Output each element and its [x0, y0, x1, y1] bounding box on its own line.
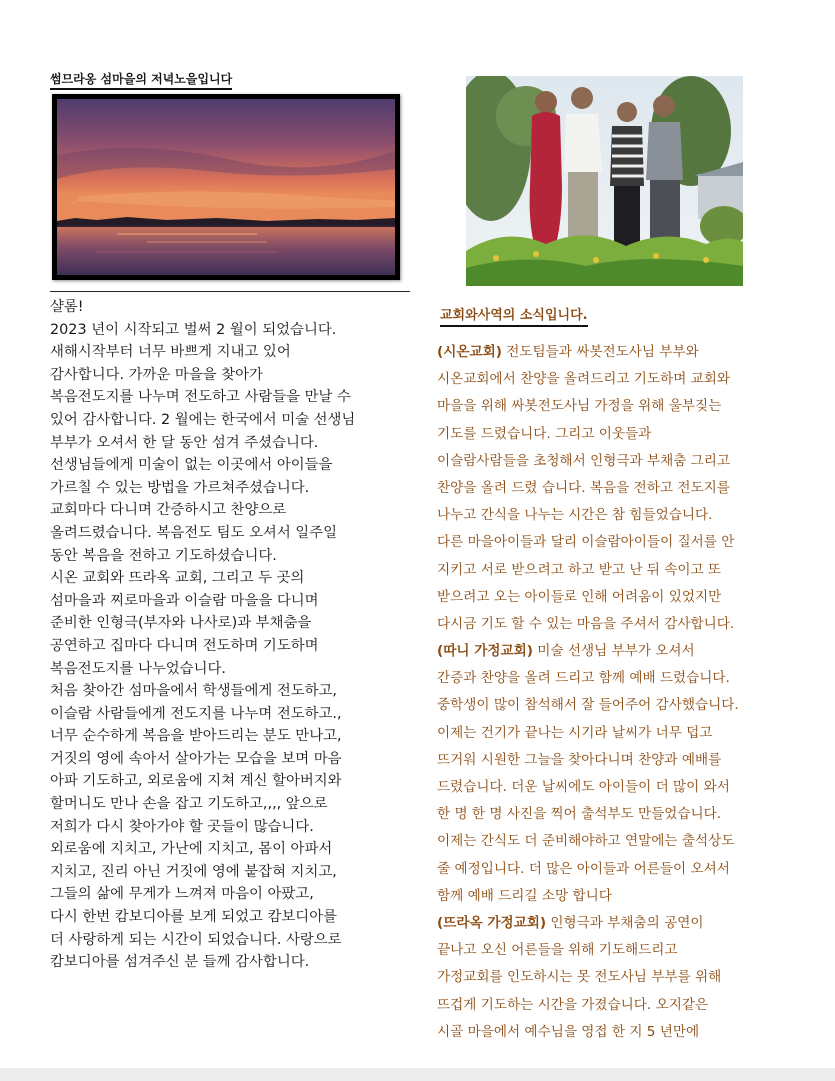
news-line	[437, 774, 787, 801]
news-line-text: 끝나고 오신 어른들을 위해 기도해드리고	[437, 942, 678, 959]
letter-line: 거짓의 영에 속아서 살아가는 모습을 보며 마음	[50, 750, 342, 767]
letter-line: 가르칠 수 있는 방법을 가르쳐주셨습니다.	[50, 479, 310, 496]
church-name-label: (뜨라옥 가정교회)	[437, 914, 547, 931]
sunset-section-title: 썸므라옹 섬마을의 저녁노을입니다	[50, 70, 232, 90]
letter-line: 동안 복음을 전하고 기도하셨습니다.	[50, 547, 277, 564]
news-line-text: 뜨겁게 기도하는 시간을 가졌습니다. 오지같은	[437, 996, 709, 1013]
letter-line: 올려드렸습니다. 복음전도 팀도 오셔서 일주일	[50, 524, 337, 541]
news-line	[437, 557, 787, 584]
news-line	[437, 937, 787, 964]
section-divider	[50, 291, 410, 292]
news-line-text: 받으려고 오는 아이들로 인해 어려움이 있었지만	[437, 588, 722, 605]
news-line	[437, 584, 787, 611]
letter-line: 외로움에 지치고, 가난에 지치고, 몸이 아파서	[50, 841, 333, 858]
news-line	[437, 502, 787, 529]
news-line	[437, 611, 787, 638]
news-line-text: 마을을 위해 싸봇전도사님 가정을 위해 울부짖는	[437, 398, 722, 415]
letter-line: 새해시작부터 너무 바쁘게 지내고 있어	[50, 344, 291, 361]
news-line-text: 한 명 한 명 사진을 찍어 출석부도 만들었습니다.	[437, 806, 722, 823]
news-line-text: 가정교회를 인도하시는 못 전도사님 부부를 위해	[437, 969, 722, 986]
church-news-title: 교회와사역의 소식입니다.	[440, 304, 588, 327]
letter-line: 그들의 삶에 무게가 느껴져 마음이 아팠고,	[50, 886, 314, 903]
news-line-text: 이제는 간식도 더 준비해야하고 연말에는 출석상도	[437, 833, 735, 850]
news-line	[437, 638, 787, 665]
church-name-label: (시온교회)	[437, 344, 502, 360]
letter-line: 섬마을과 찌로마을과 이슬람 마을을 다니며	[50, 592, 319, 609]
news-line	[437, 828, 787, 855]
letter-line: 다시 한번 캄보디아를 보게 되었고 캄보디아를	[50, 909, 337, 926]
news-line-text: 시온교회에서 찬양을 올려드리고 기도하며 교회와	[437, 371, 731, 388]
news-line	[437, 1019, 787, 1046]
news-line	[437, 992, 787, 1019]
news-line-text: 다른 마을아이들과 달리 이슬람아이들이 질서를 안	[437, 534, 735, 551]
news-line	[437, 747, 787, 774]
letter-line: 공연하고 집마다 다니며 전도하며 기도하며	[50, 637, 319, 654]
letter-line: 지치고, 진리 아닌 거짓에 영에 붙잡혀 지치고,	[50, 863, 337, 880]
family-photo	[466, 76, 743, 286]
news-line-text: 다시금 기도 할 수 있는 마음을 주셔서 감사합니다.	[437, 615, 735, 632]
news-line	[437, 339, 787, 366]
letter-line: 할머니도 만나 손을 잡고 기도하고,,,, 앞으로	[50, 796, 328, 813]
news-line-text: 드렸습니다. 더운 날씨에도 아이들이 더 많이 와서	[437, 779, 730, 795]
news-line	[437, 692, 787, 719]
news-line-text: 시골 마을에서 예수님을 영접 한 지 5 년만에	[437, 1023, 700, 1040]
news-line	[437, 393, 787, 420]
letter-line: 너무 순수하게 복음을 받아드리는 분도 만나고,	[50, 728, 342, 745]
news-line-text: 이제는 건기가 끝나는 시기라 날씨가 너무 덥고	[437, 724, 713, 741]
letter-line: 이슬람 사람들에게 전도지를 나누며 전도하고.,	[50, 705, 342, 722]
letter-line: 선생님들에게 미술이 없는 이곳에서 아이들을	[50, 457, 333, 474]
letter-line: 더 사랑하게 되는 시간이 되었습니다. 사랑으로	[50, 931, 342, 948]
letter-line: 있어 감사합니다. 2 월에는 한국에서 미술 선생님	[50, 411, 356, 428]
news-line-text: 뜨거워 시원한 그늘을 찾아다니며 찬양과 예배를	[437, 751, 722, 768]
news-line-text: 기도를 드렸습니다. 그리고 이웃들과	[437, 425, 652, 442]
sunset-photo	[52, 94, 400, 280]
letter-line: 캄보디아를 섬겨주신 분 들께 감사합니다.	[50, 954, 310, 971]
news-line	[437, 665, 787, 692]
letter-line: 처음 찾아간 섬마을에서 학생들에게 전도하고,	[50, 683, 337, 700]
news-line	[437, 964, 787, 991]
letter-line: 저희가 다시 찾아가야 할 곳들이 많습니다.	[50, 818, 314, 835]
news-line	[437, 910, 787, 937]
news-line-text: 간증과 찬양을 올려 드리고 함께 예배 드렸습니다.	[437, 670, 730, 687]
news-line	[437, 856, 787, 883]
news-line	[437, 883, 787, 910]
news-line-text: 중학생이 많이 참석해서 잘 들어주어 감사했습니다.	[437, 697, 739, 714]
news-line-text: 인형극과 부채춤의 공연이	[546, 914, 704, 931]
letter-line: 샬롬!	[50, 299, 84, 315]
news-line-text: 이슬람사람들을 초청해서 인형극과 부채춤 그리고	[437, 452, 731, 469]
news-line	[437, 801, 787, 828]
church-name-label: (따니 가정교회)	[437, 643, 533, 660]
page-bottom-band	[0, 1068, 835, 1081]
news-line-text: 줄 예정입니다. 더 많은 아이들과 어른들이 오셔서	[437, 860, 730, 877]
news-line	[437, 366, 787, 393]
news-line	[437, 448, 787, 475]
news-line-text: 전도팀들과 싸봇전도사님 부부와	[501, 344, 699, 360]
news-line-text: 나누고 간식을 나누는 시간은 참 힘들었습니다.	[437, 507, 713, 524]
letter-line: 복음전도지를 나누었습니다.	[50, 660, 226, 677]
letter-body	[50, 296, 400, 974]
letter-line: 2023 년이 시작되고 벌써 2 월이 되었습니다.	[50, 321, 337, 338]
news-line-text: 미술 선생님 부부가 오셔서	[532, 643, 695, 660]
news-line	[437, 529, 787, 556]
letter-line: 준비한 인형극(부자와 나사로)과 부채춤을	[50, 615, 312, 632]
letter-line: 복음전도지를 나누며 전도하고 사람들을 만날 수	[50, 389, 351, 406]
letter-line: 교회마다 다니며 간증하시고 찬양으로	[50, 502, 287, 519]
news-line	[437, 720, 787, 747]
letter-line: 감사합니다. 가까운 마을을 찾아가	[50, 366, 263, 383]
news-line	[437, 475, 787, 502]
news-line	[437, 421, 787, 448]
news-line-text: 함께 예배 드리길 소망 합니다	[437, 887, 612, 904]
letter-line: 부부가 오셔서 한 달 동안 섬겨 주셨습니다.	[50, 434, 319, 451]
letter-line: 아파 기도하고, 외로움에 지쳐 계신 할아버지와	[50, 773, 342, 790]
news-line-text: 지키고 서로 받으려고 하고 받고 난 뒤 속이고 또	[437, 561, 722, 578]
news-line-text: 찬양을 올려 드렸 습니다. 복음을 전하고 전도지를	[437, 479, 730, 496]
letter-line: 시온 교회와 뜨라옥 교회, 그리고 두 곳의	[50, 570, 305, 587]
church-news-body	[437, 339, 787, 1046]
